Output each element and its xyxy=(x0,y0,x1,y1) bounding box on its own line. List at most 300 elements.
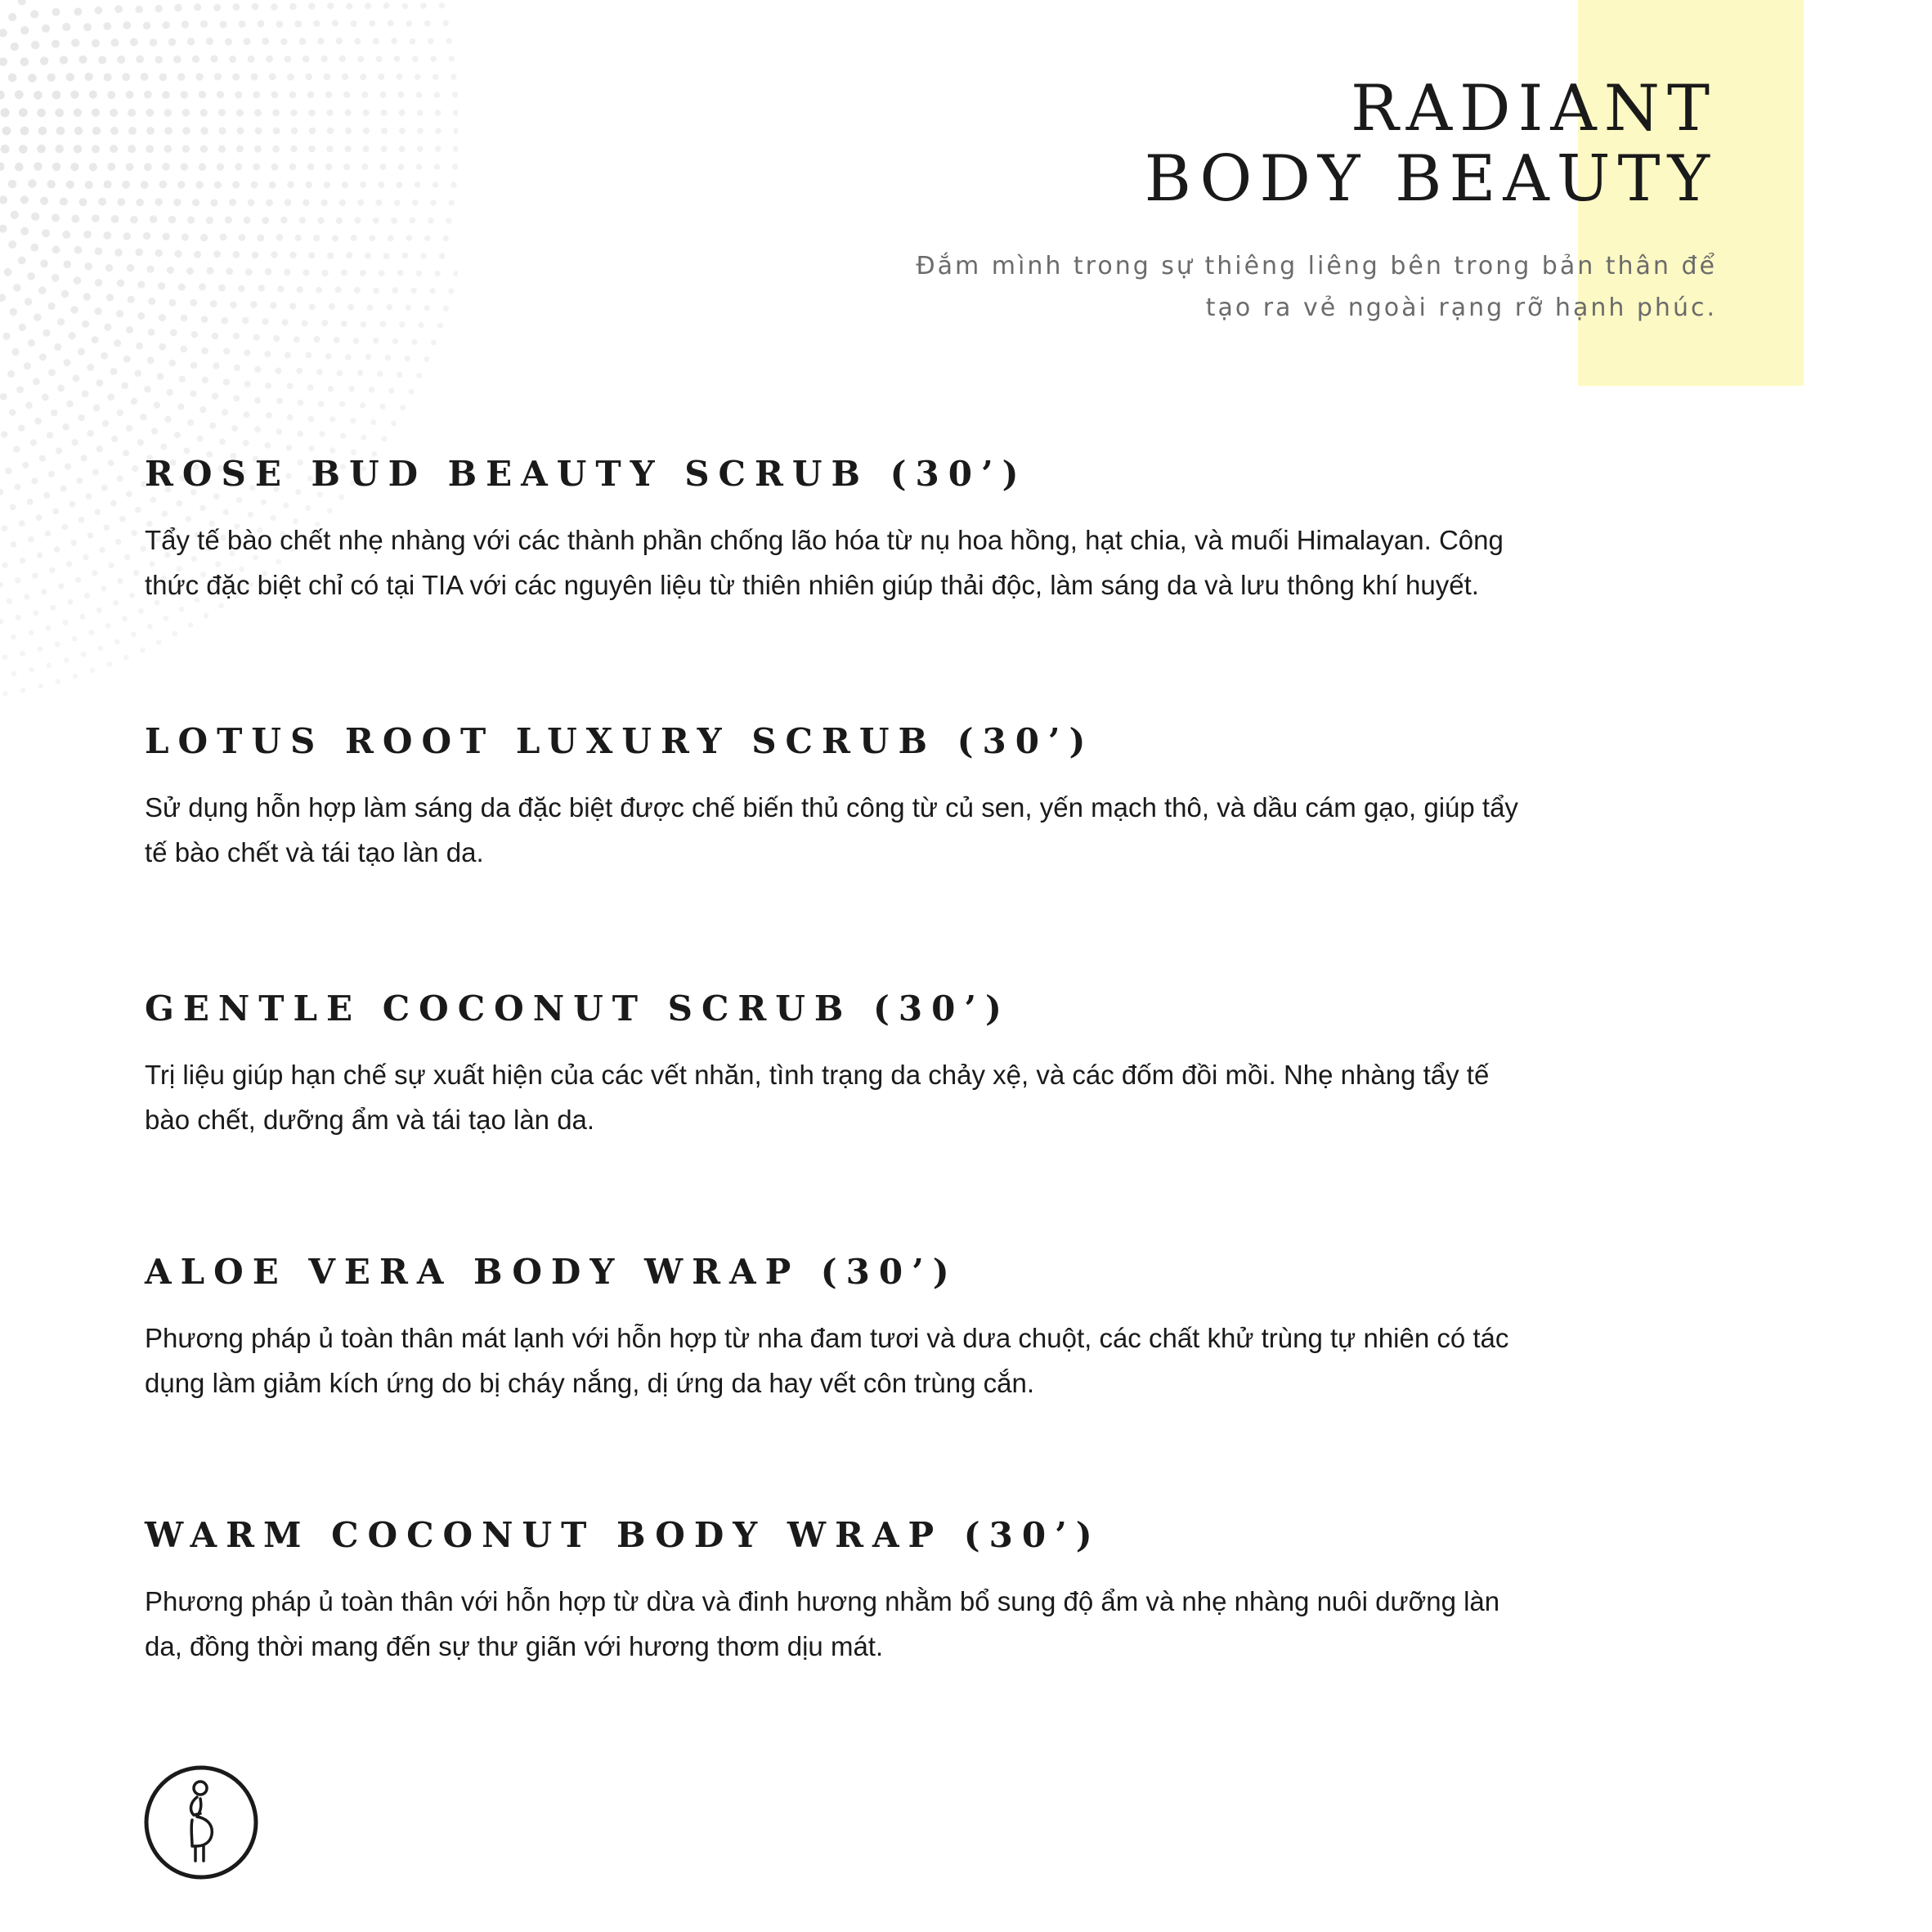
decor-dot xyxy=(417,146,424,152)
decor-dot xyxy=(13,446,20,452)
decor-dot xyxy=(416,164,423,170)
decor-dot xyxy=(126,425,132,432)
decor-dot xyxy=(167,389,173,396)
decor-dot xyxy=(181,163,188,170)
decor-dot xyxy=(276,20,284,28)
decor-dot xyxy=(58,583,64,589)
decor-dot xyxy=(82,321,89,328)
decor-dot xyxy=(37,109,46,118)
decor-dot xyxy=(70,91,78,99)
decor-dot xyxy=(321,270,328,276)
decor-dot xyxy=(363,128,370,134)
decor-dot xyxy=(11,671,17,677)
decor-dot xyxy=(202,377,208,383)
decor-dot xyxy=(19,108,28,117)
decor-dot xyxy=(213,4,221,11)
decor-dot xyxy=(299,38,307,45)
decor-dot xyxy=(380,404,386,410)
decor-dot xyxy=(47,74,56,82)
decor-dot xyxy=(7,598,12,604)
decor-dot xyxy=(254,366,261,373)
decor-dot xyxy=(233,333,240,339)
decor-dot xyxy=(38,127,47,136)
decor-dot xyxy=(92,39,100,47)
decor-dot xyxy=(398,164,405,170)
decor-dot xyxy=(294,20,302,28)
decor-dot xyxy=(316,369,323,375)
decor-dot xyxy=(391,217,397,224)
decor-dot xyxy=(416,92,423,98)
decor-dot xyxy=(449,56,455,61)
decor-dot xyxy=(307,92,315,99)
decor-dot xyxy=(157,373,164,380)
decor-dot xyxy=(34,313,41,321)
page-subtitle xyxy=(818,245,1717,329)
decor-dot xyxy=(453,146,458,151)
decor-dot xyxy=(325,92,332,98)
decor-dot xyxy=(0,225,7,233)
decor-dot xyxy=(220,234,227,241)
decor-dot xyxy=(92,145,100,153)
decor-dot xyxy=(136,343,143,350)
decor-dot xyxy=(5,468,11,474)
treatment-name: GENTLE COCONUT SCRUB (30’) xyxy=(145,988,1011,1029)
decor-dot xyxy=(63,620,69,625)
decor-dot xyxy=(92,469,99,476)
treatment-name: WARM COCONUT BODY WRAP (30’) xyxy=(145,1515,1101,1555)
decor-dot xyxy=(88,630,94,635)
decor-dot xyxy=(210,55,217,62)
decor-dot xyxy=(209,423,216,429)
decor-dot xyxy=(365,2,371,9)
decor-dot xyxy=(69,501,76,508)
decor-dot xyxy=(96,607,102,613)
decor-dot xyxy=(308,146,316,153)
decor-dot xyxy=(106,294,114,301)
decor-dot xyxy=(18,257,26,265)
decor-dot xyxy=(37,145,46,154)
decor-dot xyxy=(115,539,121,545)
decor-dot xyxy=(271,91,279,98)
decor-dot xyxy=(317,38,324,44)
decor-dot xyxy=(74,145,82,153)
decor-dot xyxy=(451,182,456,187)
decor-dot xyxy=(140,648,146,653)
treatment-description: Phương pháp ủ toàn thân mát lạnh với hỗn hợp từ nha đam tươi và dưa chuột, các chất khử trùng tự nhiên có tác dụng làm giảm kích ứng do bị cháy nắng, dị ứng da hay vết côn trùng cắn. xyxy=(145,1323,1509,1398)
decor-dot xyxy=(192,199,199,206)
decor-dot xyxy=(357,370,363,375)
decor-dot xyxy=(92,336,99,343)
decor-dot xyxy=(162,233,169,240)
decor-dot xyxy=(27,499,34,505)
decor-dot xyxy=(194,3,201,11)
decor-dot xyxy=(271,251,278,258)
decor-dot xyxy=(188,622,194,628)
decor-dot xyxy=(128,109,136,117)
decor-dot xyxy=(54,546,61,553)
decor-dot xyxy=(212,333,219,340)
decor-dot xyxy=(174,432,181,438)
decor-dot xyxy=(379,92,386,98)
decor-dot xyxy=(210,300,217,307)
decor-dot xyxy=(83,554,88,560)
treatment-item-gentle-coconut xyxy=(145,980,1518,1142)
decor-dot xyxy=(258,285,265,291)
decor-dot xyxy=(104,181,112,189)
decor-dot xyxy=(127,264,134,271)
decor-dot xyxy=(342,182,348,188)
decor-dot xyxy=(383,253,390,259)
decor-dot xyxy=(222,409,228,415)
decor-dot xyxy=(350,418,356,424)
decor-dot xyxy=(285,352,291,359)
decor-dot xyxy=(276,397,283,404)
decor-dot xyxy=(114,249,123,257)
decor-dot xyxy=(433,182,438,187)
decor-dot xyxy=(361,92,368,98)
decor-dot xyxy=(40,197,48,205)
decor-dot xyxy=(56,679,61,684)
decor-dot xyxy=(316,287,322,294)
decor-dot xyxy=(2,655,8,661)
decor-dot xyxy=(309,303,316,310)
decor-dot xyxy=(0,489,3,495)
decor-dot xyxy=(159,314,166,321)
decor-dot xyxy=(130,38,138,47)
decor-dot xyxy=(82,390,89,397)
decor-dot xyxy=(335,286,342,293)
decor-dot xyxy=(78,517,85,523)
decor-dot xyxy=(74,276,82,285)
decor-dot xyxy=(47,662,52,668)
decor-dot xyxy=(402,253,409,259)
decor-dot xyxy=(383,2,390,9)
decor-dot xyxy=(382,436,388,442)
decor-dot xyxy=(143,22,151,30)
decor-dot xyxy=(197,435,204,442)
decor-dot xyxy=(43,329,50,337)
decor-dot xyxy=(266,56,273,63)
decor-dot xyxy=(378,182,384,188)
decor-dot xyxy=(86,493,92,500)
decor-dot xyxy=(379,270,385,276)
decor-dot xyxy=(424,20,431,27)
decor-dot xyxy=(169,360,177,367)
decor-dot xyxy=(92,109,100,117)
decor-dot xyxy=(164,127,173,135)
decor-dot xyxy=(346,252,352,258)
decor-dot xyxy=(9,409,16,416)
decor-dot xyxy=(20,127,29,136)
decor-dot xyxy=(325,164,332,170)
decor-dot xyxy=(8,180,16,188)
decor-dot xyxy=(373,338,379,344)
treatment-name: ALOE VERA BODY WRAP (30’) xyxy=(145,1252,958,1292)
decor-dot xyxy=(135,370,142,377)
decor-dot xyxy=(223,379,230,385)
decor-dot xyxy=(446,38,451,43)
decor-dot xyxy=(70,163,78,171)
decor-dot xyxy=(225,216,232,223)
decor-dot xyxy=(155,249,163,257)
decor-dot xyxy=(147,624,153,630)
decor-dot xyxy=(137,312,145,320)
decor-dot xyxy=(71,38,79,47)
decor-dot xyxy=(305,352,312,359)
decor-dot xyxy=(342,74,348,80)
decor-dot xyxy=(98,56,106,64)
decor-dot xyxy=(214,73,222,80)
decor-dot xyxy=(253,334,260,341)
pregnancy-icon xyxy=(143,1764,259,1880)
decor-dot xyxy=(397,372,402,378)
decor-dot xyxy=(57,384,65,392)
decor-dot xyxy=(433,74,439,80)
decor-dot xyxy=(220,21,227,29)
decor-dot xyxy=(15,484,21,491)
decor-dot xyxy=(92,214,100,222)
decor-dot xyxy=(104,524,110,531)
decor-dot xyxy=(8,13,16,21)
decor-dot xyxy=(232,3,240,11)
decor-dot xyxy=(336,38,343,44)
decor-dot xyxy=(103,231,111,240)
decor-dot xyxy=(117,475,123,482)
decor-dot xyxy=(2,525,8,531)
decor-dot xyxy=(388,235,394,242)
decor-dot xyxy=(370,419,376,425)
decor-dot xyxy=(102,420,109,427)
treatment-name: LOTUS ROOT LUXURY SCRUB (30’) xyxy=(145,721,1095,761)
decor-dot xyxy=(126,491,132,497)
decor-dot xyxy=(155,56,163,64)
decor-dot xyxy=(89,91,97,99)
decor-dot xyxy=(320,431,325,437)
decor-dot xyxy=(345,146,352,152)
decor-dot xyxy=(148,329,155,336)
decor-dot xyxy=(131,632,137,638)
decor-dot xyxy=(307,164,314,170)
decor-dot xyxy=(81,652,87,657)
decor-dot xyxy=(181,346,188,353)
decor-dot xyxy=(89,163,97,171)
decor-dot xyxy=(56,447,62,454)
decor-dot xyxy=(244,217,251,224)
decor-dot xyxy=(56,127,65,136)
decor-dot xyxy=(110,368,118,375)
decor-dot xyxy=(52,40,60,48)
decor-dot xyxy=(328,386,334,392)
decor-dot xyxy=(262,38,269,45)
decor-dot xyxy=(167,267,174,274)
decor-dot xyxy=(258,20,265,28)
decor-dot xyxy=(52,163,61,171)
decor-dot xyxy=(61,524,68,531)
decor-dot xyxy=(332,20,338,26)
decor-dot xyxy=(141,73,149,81)
decor-dot xyxy=(284,269,290,276)
decor-dot xyxy=(321,320,328,326)
decor-dot xyxy=(78,56,87,64)
decor-dot xyxy=(277,285,284,292)
decor-dot xyxy=(31,41,39,49)
decor-dot xyxy=(452,92,458,97)
decor-dot xyxy=(453,128,458,133)
decor-dot xyxy=(416,373,422,379)
decor-dot xyxy=(411,288,417,294)
decor-dot xyxy=(87,430,93,437)
decor-dot xyxy=(219,438,226,445)
decor-dot xyxy=(399,128,406,134)
decor-dot xyxy=(174,250,182,258)
decor-dot xyxy=(69,332,76,339)
decor-dot xyxy=(302,321,308,327)
decor-dot xyxy=(321,56,327,62)
decor-dot xyxy=(397,270,404,276)
decor-dot xyxy=(453,110,458,115)
decor-dot xyxy=(361,164,368,170)
decor-dot xyxy=(70,540,77,546)
decor-dot xyxy=(87,364,94,371)
decor-dot xyxy=(200,20,208,28)
decor-dot xyxy=(66,73,74,81)
decor-dot xyxy=(48,471,55,477)
decor-dot xyxy=(424,305,430,311)
decor-dot xyxy=(20,558,25,563)
decor-dot xyxy=(146,145,154,153)
decor-dot xyxy=(114,5,123,13)
decor-dot xyxy=(111,436,118,442)
decor-dot xyxy=(377,371,383,377)
decor-dot xyxy=(75,577,81,583)
decor-dot xyxy=(239,234,246,241)
decor-dot xyxy=(212,393,218,400)
decor-dot xyxy=(420,253,426,258)
decor-dot xyxy=(303,56,310,63)
decor-dot xyxy=(369,387,374,392)
decor-dot xyxy=(270,302,276,308)
decor-dot xyxy=(144,163,152,171)
decor-dot xyxy=(159,343,166,351)
decor-dot xyxy=(375,56,382,62)
decor-dot xyxy=(48,369,56,376)
treatment-description: Trị liệu giúp hạn chế sự xuất hiện của các vết nhăn, tình trạng da chảy xệ, và các đốm đồi mồi. Nhẹ nhàng tẩy tế bào chết, dưỡng ẩm và tái tạo làn da. xyxy=(145,1060,1490,1135)
decor-dot xyxy=(373,288,379,294)
decor-dot xyxy=(287,74,294,81)
decor-dot xyxy=(121,382,128,389)
decor-dot xyxy=(363,146,370,152)
decor-dot xyxy=(137,439,144,446)
decor-dot xyxy=(289,92,297,99)
decor-dot xyxy=(439,2,445,8)
decor-dot xyxy=(0,195,7,204)
decor-dot xyxy=(201,347,208,355)
decor-dot xyxy=(78,348,85,356)
subtitle-line2: tạo ra vẻ ngoài rạng rỡ hạnh phúc. xyxy=(1205,294,1717,322)
decor-dot xyxy=(42,229,50,237)
decor-dot xyxy=(394,199,401,206)
decor-dot xyxy=(397,182,403,188)
decor-dot xyxy=(187,217,195,224)
decor-dot xyxy=(253,164,260,171)
decor-dot xyxy=(250,301,257,307)
decor-dot xyxy=(305,182,312,188)
decor-dot xyxy=(187,419,194,426)
decor-dot xyxy=(339,56,346,62)
decor-dot xyxy=(365,253,371,259)
decor-dot xyxy=(327,253,334,259)
decor-dot xyxy=(341,269,347,276)
decor-dot xyxy=(155,5,163,12)
decor-dot xyxy=(22,462,29,468)
decor-dot xyxy=(42,393,49,401)
decor-dot xyxy=(343,164,350,170)
decor-dot xyxy=(30,10,38,18)
decor-dot xyxy=(66,181,74,189)
decor-dot xyxy=(90,668,96,674)
decor-dot xyxy=(33,378,40,385)
decor-dot xyxy=(107,661,113,667)
decor-dot xyxy=(307,384,314,391)
decor-dot xyxy=(412,199,419,206)
decor-dot xyxy=(168,216,176,223)
decor-dot xyxy=(179,376,186,383)
decor-dot xyxy=(107,163,115,171)
decor-dot xyxy=(231,425,238,432)
decor-dot xyxy=(104,324,111,331)
decor-dot xyxy=(28,536,34,543)
decor-dot xyxy=(400,405,406,410)
decor-dot xyxy=(123,356,131,363)
decor-dot xyxy=(24,362,31,370)
decor-dot xyxy=(200,234,208,241)
decor-dot xyxy=(406,20,413,27)
decor-dot xyxy=(40,56,48,65)
decor-dot xyxy=(324,74,330,80)
decor-dot xyxy=(116,310,123,317)
decor-dot xyxy=(217,91,224,98)
decor-dot xyxy=(289,3,297,11)
decor-dot xyxy=(71,215,79,223)
decor-dot xyxy=(159,74,168,82)
decor-dot xyxy=(254,397,261,404)
decor-dot xyxy=(299,217,306,223)
decor-dot xyxy=(29,667,34,673)
decor-dot xyxy=(39,353,47,361)
decor-dot xyxy=(394,56,401,62)
decor-dot xyxy=(289,303,296,309)
decor-dot xyxy=(110,500,117,507)
decor-dot xyxy=(16,615,21,621)
decor-dot xyxy=(428,38,434,45)
decor-dot xyxy=(386,304,392,311)
decor-dot xyxy=(41,589,47,594)
decor-dot xyxy=(453,271,458,276)
decor-dot xyxy=(411,339,417,345)
decor-dot xyxy=(357,56,364,62)
decor-dot xyxy=(95,248,103,256)
decor-dot xyxy=(290,146,298,153)
decor-dot xyxy=(266,199,273,207)
decor-dot xyxy=(13,284,21,292)
decor-dot xyxy=(420,2,427,9)
decor-dot xyxy=(162,21,169,29)
decor-dot xyxy=(170,329,177,337)
decor-dot xyxy=(191,362,197,369)
decor-dot xyxy=(273,335,280,342)
decor-dot xyxy=(74,246,83,254)
decor-dot xyxy=(146,127,155,135)
